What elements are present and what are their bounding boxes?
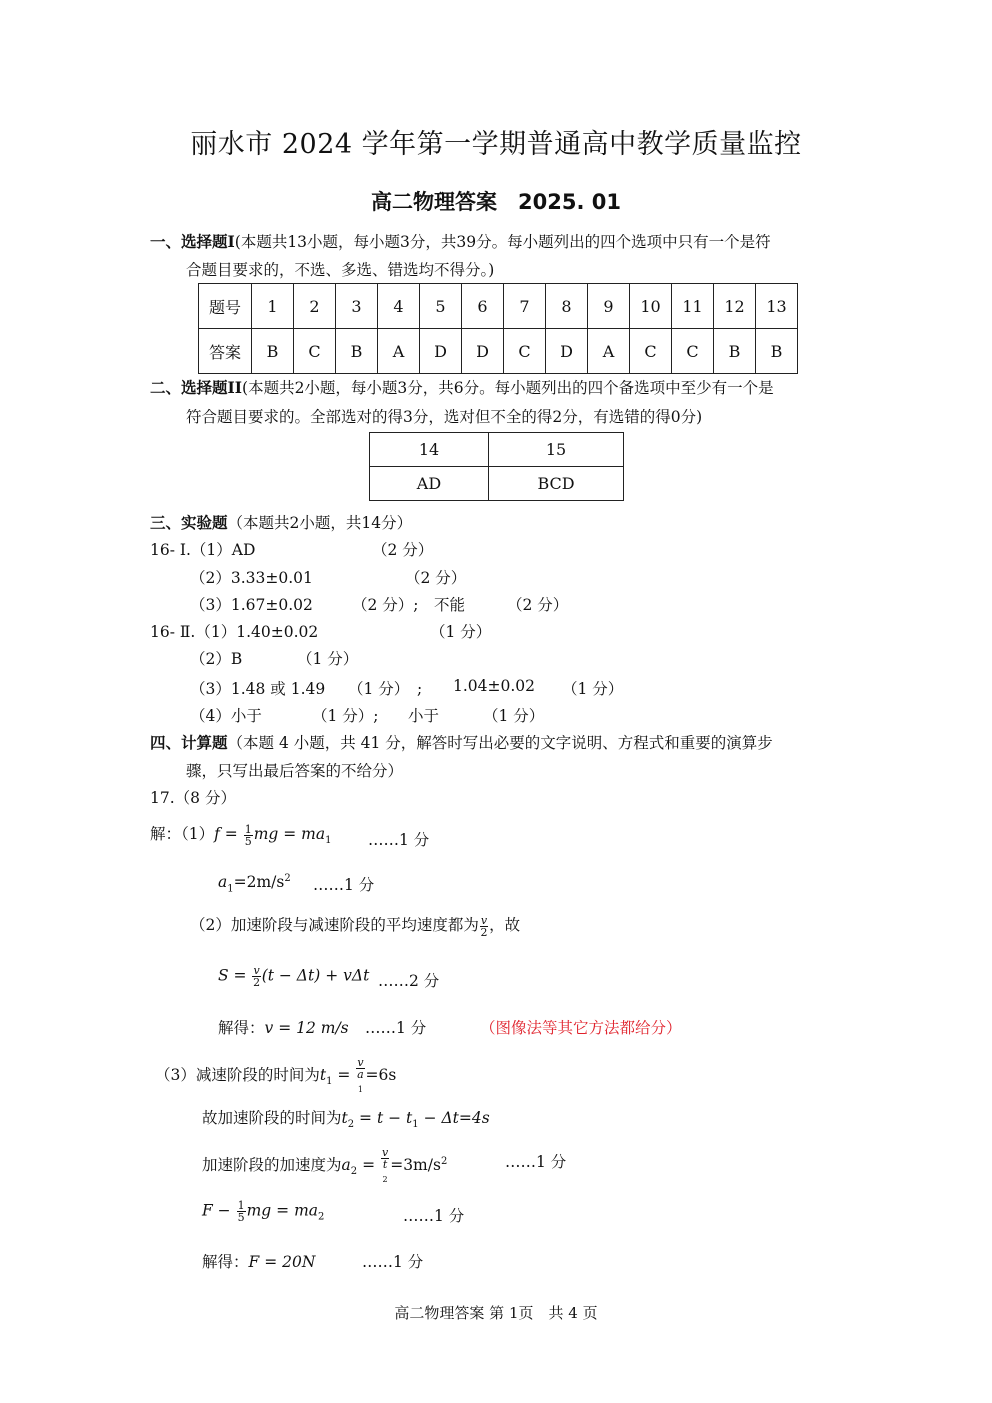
page-subtitle: 高二物理答案 2025. 01 [371, 190, 621, 214]
q17-t2: 故加速阶段的时间为$t_2 = t - t_1 - \Delta t=4s$ [202, 1109, 490, 1131]
table-cell: 4 [378, 284, 420, 329]
score: （1 分）; [312, 707, 379, 725]
table-cell: B [252, 329, 294, 374]
table-cell: 2 [294, 284, 336, 329]
table-cell: BCD [489, 467, 624, 501]
q17-eq-s: S = $\frac{v}{2}$ (t − Δt) + vΔt [218, 964, 370, 989]
sec4-heading: 四、计算题（本题 4 小题，共 41 分，解答时写出必要的文字说明、方程式和重要的演算步 [150, 733, 773, 752]
table-cell: 3 [336, 284, 378, 329]
score: （2 分） [372, 541, 434, 559]
table-cell: A [378, 329, 420, 374]
exp-16-1-3: （3）1.67±0.02 [190, 596, 313, 614]
exp-16-2-4b: 小于 [408, 707, 440, 725]
table-row [199, 329, 798, 374]
table-cell: 5 [420, 284, 462, 329]
sec4-desc: 骤，只写出最后答案的不给分） [186, 762, 404, 780]
table-cell: B [336, 329, 378, 374]
exp-16-1-1: 16- Ⅰ.（1）AD [150, 541, 256, 559]
score: （1 分） ; [348, 680, 423, 698]
exp-16-2-4: （4）小于 [190, 707, 262, 725]
sec1-desc: 合题目要求的，不选、多选、错选均不得分。) [186, 261, 495, 279]
page-title: 丽水市 2024 学年第一学期普通高中教学质量监控 [190, 129, 802, 160]
table-cell: C [504, 329, 546, 374]
exp-16-2-1: 16- Ⅱ.（1）1.40±0.02 [150, 623, 319, 641]
exp-16-2-2: （2）B [190, 650, 243, 668]
answer-table-2 [369, 432, 624, 501]
sec1-heading: 一、选择题I(本题共13小题，每小题3分，共39分。每小题列出的四个选项中只有一个是符 [150, 232, 771, 251]
q17-eq-f: F − $\frac{1}{5}$ mg = $ma_2$ [202, 1199, 325, 1224]
table-row [370, 467, 624, 501]
table-cell: 13 [756, 284, 798, 329]
q17-p3: （3）减速阶段的时间为$t_1$ = v a $_1$ =6s [155, 1056, 397, 1095]
score: ……1 分 [362, 1253, 424, 1271]
q17-heading: 17.（8 分） [150, 789, 236, 807]
score: （1 分） [297, 650, 359, 668]
table-cell: 1 [252, 284, 294, 329]
method-note: （图像法等其它方法都给分） [480, 1019, 682, 1037]
table-cell: 12 [714, 284, 756, 329]
score: （2 分） [405, 569, 467, 587]
q17-eq1: 解：（1）f = $\frac{1}{5}$ mg = $ma_1$ [150, 822, 332, 848]
table-cell: 15 [489, 433, 624, 467]
sec2-heading: 二、选择题II(本题共2小题，每小题3分，共6分。每小题列出的四个备选项中至少有一个是 [150, 378, 774, 397]
score: ……1 分 [368, 831, 430, 849]
table-cell: AD [370, 467, 489, 501]
table-cell: 9 [588, 284, 630, 329]
score: ……1 分 [365, 1019, 427, 1037]
table-cell: D [420, 329, 462, 374]
table-cell: 答案 [199, 329, 252, 374]
table-cell: 11 [672, 284, 714, 329]
score: ……1 分 [403, 1207, 465, 1225]
score: ……2 分 [378, 972, 440, 990]
table-cell: C [294, 329, 336, 374]
score: （1 分） [562, 680, 624, 698]
q17-a1: $a_1=2m/s^2$ [218, 873, 291, 895]
exp-16-2-3: （3）1.48 或 1.49 [190, 680, 326, 698]
score: ……1 分 [313, 876, 375, 894]
table-row [370, 433, 624, 467]
answer-table-1 [198, 283, 798, 374]
score: （2 分）; 不能 [352, 596, 466, 614]
table-cell: D [462, 329, 504, 374]
q17-p2: （2）加速阶段与减速阶段的平均速度都为 $\frac{v}{2}$ ，故 [190, 913, 521, 939]
table-cell: 14 [370, 433, 489, 467]
q17-v: 解得：v = 12 m/s [218, 1019, 349, 1037]
q17-f: 解得：F = 20N [202, 1253, 316, 1271]
table-cell: D [546, 329, 588, 374]
table-cell: C [630, 329, 672, 374]
table-row [199, 284, 798, 329]
table-cell: 8 [546, 284, 588, 329]
exp-16-2-3b: 1.04±0.02 [453, 677, 536, 695]
exp-16-1-2: （2）3.33±0.01 [190, 569, 313, 587]
table-cell: 7 [504, 284, 546, 329]
table-cell: 10 [630, 284, 672, 329]
table-cell: B [756, 329, 798, 374]
table-cell: B [714, 329, 756, 374]
score: ……1 分 [505, 1153, 567, 1171]
q17-a2: 加速阶段的加速度为$a_2$ = v t $_2$ $=3m/s^2$ [202, 1146, 448, 1185]
score: （2 分） [507, 596, 569, 614]
table-cell: C [672, 329, 714, 374]
table-cell: 题号 [199, 284, 252, 329]
table-cell: A [588, 329, 630, 374]
score: （1 分） [483, 707, 545, 725]
sec2-desc: 符合题目要求的。全部选对的得3分，选对但不全的得2分，有选错的得0分) [186, 408, 703, 426]
score: （1 分） [430, 623, 492, 641]
page-footer: 高二物理答案 第 1页 共 4 页 [394, 1304, 598, 1322]
sec3-heading: 三、实验题（本题共2小题，共14分） [150, 513, 413, 532]
table-cell: 6 [462, 284, 504, 329]
